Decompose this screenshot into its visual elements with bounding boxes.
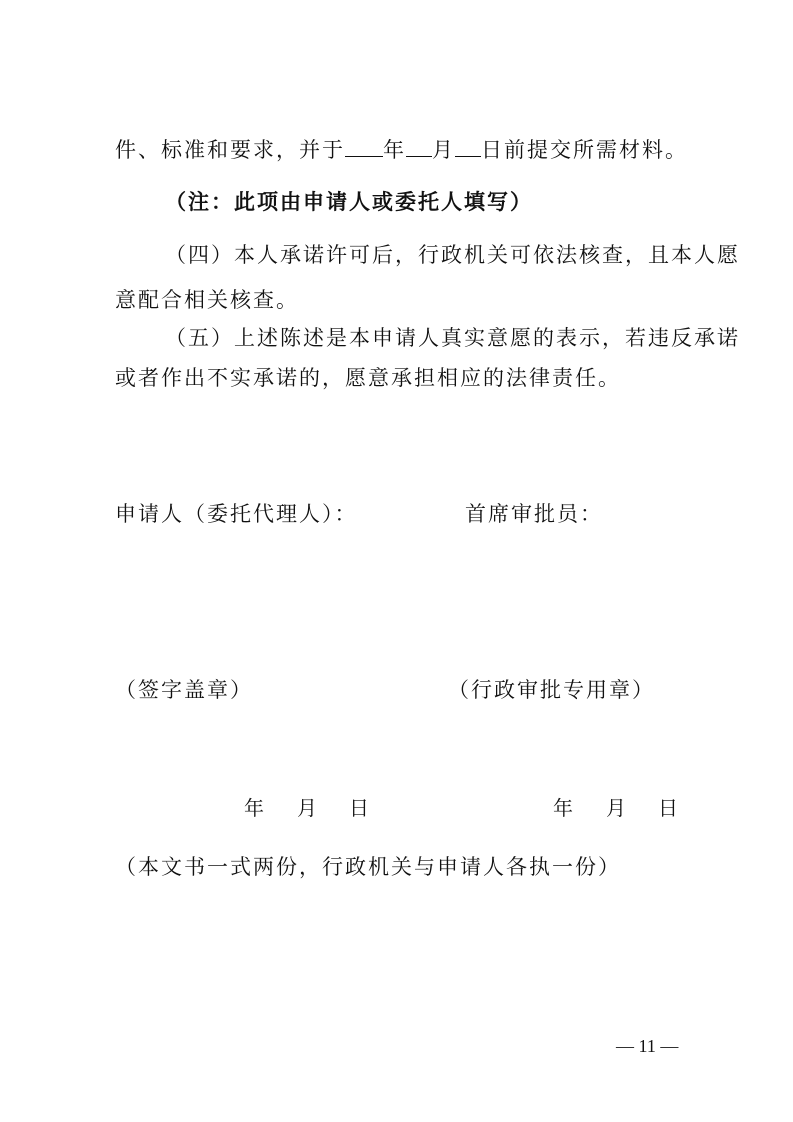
- applicant-date-year: 年: [244, 796, 264, 820]
- page-number: — 11 —: [616, 1036, 679, 1056]
- applicant-seal-label: （签字盖章）: [115, 678, 253, 702]
- month-label: 月: [432, 138, 455, 162]
- item5-line1: （五）上述陈述是本申请人真实意愿的表示，若违反承诺: [165, 326, 740, 350]
- approver-date-year: 年: [553, 796, 573, 820]
- item5-line2: 或者作出不实承诺的，愿意承担相应的法律责任。: [115, 366, 621, 390]
- submission-deadline-line: [115, 136, 688, 164]
- day-blank: [455, 136, 481, 157]
- applicant-date-day: 日: [349, 796, 369, 820]
- copies-note: （本文书一式两份，行政机关与申请人各执一份）: [115, 855, 621, 879]
- year-blank: [345, 136, 383, 157]
- fill-in-note: （注：此项由申请人或委托人填写）: [165, 190, 533, 214]
- year-label: 年: [383, 138, 406, 162]
- approver-date-day: 日: [658, 796, 678, 820]
- applicant-date-month: 月: [297, 796, 317, 820]
- approver-seal-label: （行政审批专用章）: [448, 678, 655, 702]
- approver-label: 首席审批员：: [465, 502, 603, 526]
- applicant-label: 申请人（委托代理人）：: [115, 502, 358, 526]
- deadline-text-suffix: 日前提交所需材料。: [481, 138, 688, 162]
- item4-line1: （四）本人承诺许可后，行政机关可依法核查，且本人愿: [165, 243, 740, 267]
- month-blank: [406, 136, 432, 157]
- item4-line2: 意配合相关核查。: [115, 288, 299, 312]
- deadline-text-prefix: 件、标准和要求，并于: [115, 138, 345, 162]
- approver-date-month: 月: [606, 796, 626, 820]
